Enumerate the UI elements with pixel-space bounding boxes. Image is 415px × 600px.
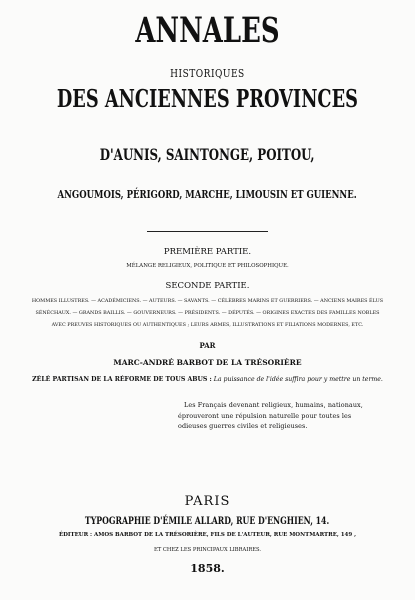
byline-par: PAR: [199, 341, 216, 350]
part1-description: MÉLANGE RELIGIEUX, POLITIQUE ET PHILOSOPHIQUE.: [126, 263, 289, 269]
imprint-editor: ÉDITEUR : AMOS BARBOT DE LA TRÉSORIÈRE, FILS DE L'AUTEUR, RUE MONTMARTRE, 149 ,: [58, 532, 357, 538]
author-name: MARC-ANDRÉ BARBOT DE LA TRÉSORIÈRE: [113, 358, 302, 367]
epigraph-line-1: Les Français devenant religieux, humains, nationaux,: [184, 401, 363, 409]
epigraph-line-3: odieuses guerres civiles et religieuses.: [178, 422, 308, 430]
imprint-year: 1858.: [190, 562, 225, 575]
part2-line-1: HOMMES ILLUSTRES. — ACADÉMICIENS. — AUTEURS. — SAVANTS. — CÉLÈBRES MARINS ET GUERRIERS. — ANCIENS MAIRES ÉLUS: [31, 298, 384, 304]
subtitle-historiques: HISTORIQUES: [170, 67, 245, 80]
title-annales: ANNALES: [135, 10, 280, 51]
title-divider: [147, 231, 268, 232]
epigraph-line-2: éprouveront une répulsion naturelle pour toutes les: [178, 411, 352, 420]
part2-line-3: AVEC PREUVES HISTORIQUES OU AUTHENTIQUES ; LEURS ARMES, ILLUSTRATIONS ET FILIATIONS MODERNES, ETC.: [51, 322, 364, 328]
subtitle-provinces-2: ANGOUMOIS, PÉRIGORD, MARCHE, LIMOUSIN ET GUIENNE.: [57, 187, 358, 201]
subtitle-provinces-1: D'AUNIS, SAINTONGE, POITOU,: [100, 145, 315, 164]
subtitle-anciennes-provinces: DES ANCIENNES PROVINCES: [56, 84, 359, 113]
imprint-printer: TYPOGRAPHIE D'ÉMILE ALLARD, RUE D'ENGHIEN, 14.: [85, 515, 330, 527]
part2-heading: SECONDE PARTIE.: [165, 281, 250, 291]
epigraph-quote: [178, 400, 363, 432]
part1-heading: PREMIÈRE PARTIE.: [163, 247, 252, 257]
imprint-city: PARIS: [184, 494, 231, 509]
part2-line-2: SÉNÉCHAUX. — GRANDS BAILLIS. — GOUVERNEURS. — PRÉSIDENTS. — DÉPUTÉS. — ORIGINES EXACTES DES FAMILLES NOBLES: [35, 310, 380, 316]
imprint-also: ET CHEZ LES PRINCIPAUX LIBRAIRES.: [153, 547, 262, 553]
author-motto: ZÉLÉ PARTISAN DE LA RÉFORME DE TOUS ABUS : La puissance de l'idée suffira pour y mettre un terme.: [32, 376, 383, 383]
